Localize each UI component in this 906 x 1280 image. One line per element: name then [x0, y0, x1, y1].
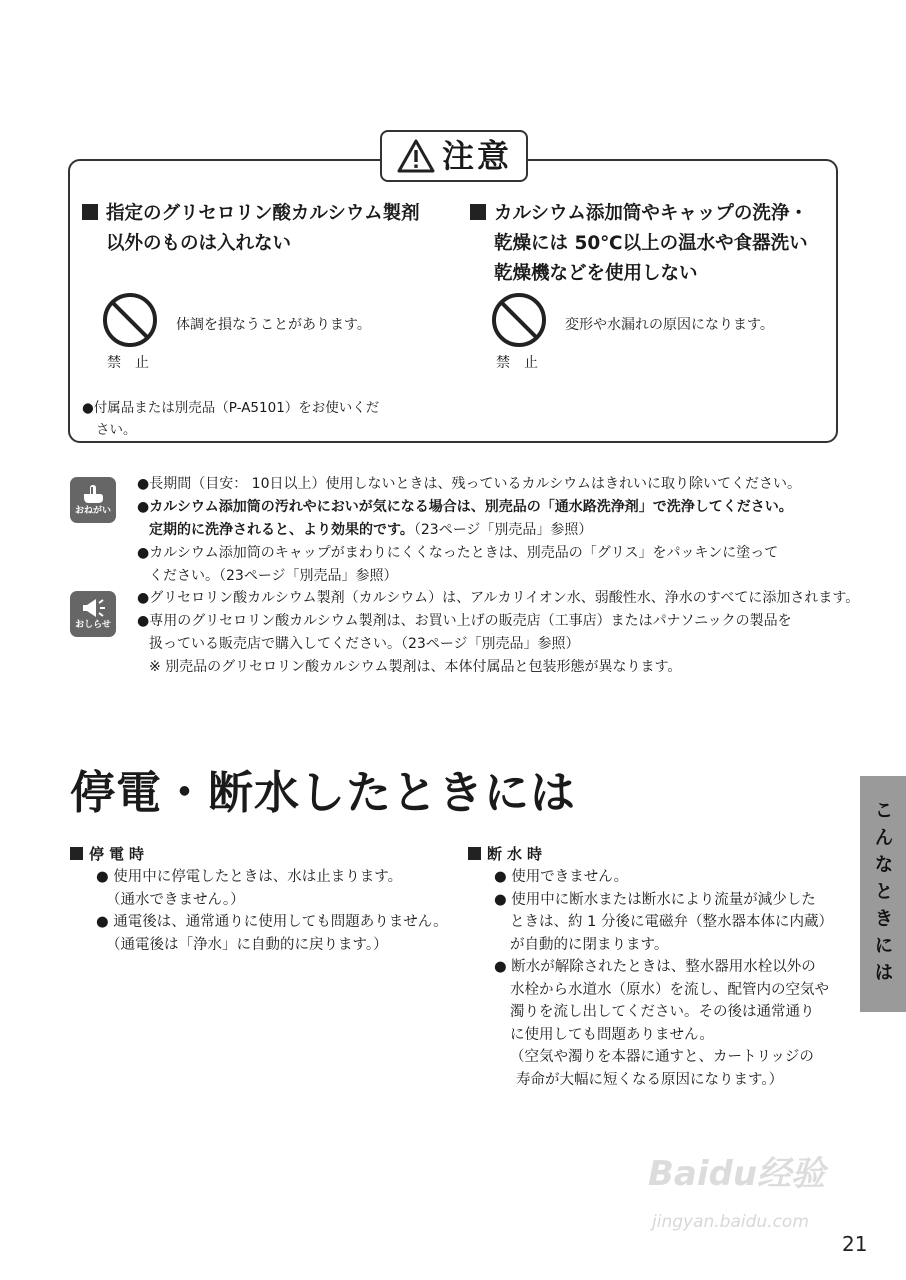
megaphone-icon: [80, 597, 106, 619]
power-outage-heading: 停電時: [70, 843, 149, 864]
water-outage-body: ● 使用できません。 ● 使用中に断水または断水により流量が減少した ときは、約 1 分後に電磁弁（整水器本体に内蔵） が自動的に閉まります。 ● 断水が解除されたときは、整水器用水栓以外の 水栓から水道水（原水）を流し、配管内の空気や 濁りを流し出してください。その後は通常通り に使用しても問題ありません。 （空気や濁りを本器に通すと、カートリッジの 寿命が大幅に短くなる原因になります。）: [494, 869, 833, 1088]
notice-note: ※ 別売品のグリセロリン酸カルシウム製剤は、本体付属品と包装形態が異なります。: [149, 659, 682, 675]
notice-note: ●グリセロリン酸カルシウム製剤（カルシウム）は、アルカリイオン水、弱酸性水、浄水のすべてに添加されます。: [137, 590, 860, 606]
request-badge: おねがい: [70, 477, 116, 523]
caution-header: [380, 130, 528, 182]
water-outage-heading: 断水時: [468, 843, 547, 864]
page-title: 停電・断水したときには: [70, 766, 577, 819]
prohibited-label: 禁止: [107, 355, 163, 371]
side-tab: こんなときには: [860, 776, 906, 1012]
request-note: ●長期間（目安： 10日以上）使用しないときは、残っているカルシウムはきれいに取り除いてください。: [137, 476, 801, 492]
request-note: ●カルシウム添加筒のキャップがまわりにくくなったときは、別売品の「グリス」をパッキンに塗って: [137, 545, 779, 561]
page-number: 21: [842, 1232, 868, 1256]
prohibited-reason: 変形や水漏れの原因になります。: [565, 317, 774, 333]
prohibited-reason: 体調を損なうことがあります。: [176, 317, 371, 333]
notice-notes: [137, 587, 862, 679]
caution-left-heading: 指定のグリセロリン酸カルシウム製剤 以外のものは入れない: [82, 199, 452, 259]
notice-note: 扱っている販売店で購入してください。（23ページ「別売品」参照）: [149, 636, 580, 652]
baidu-watermark-url: jingyan.baidu.com: [652, 1212, 809, 1232]
caution-title: 注意: [441, 137, 512, 175]
warning-icon: [396, 138, 436, 174]
notice-note: ●専用のグリセロリン酸カルシウム製剤は、お買い上げの販売店（工事店）またはパナソニックの製品を: [137, 613, 792, 629]
request-note: ください。（23ページ「別売品」参照）: [149, 568, 398, 584]
pointing-hand-icon: [81, 483, 105, 505]
request-notes: [137, 473, 857, 588]
prohibited-label: 禁止: [496, 355, 552, 371]
baidu-watermark-logo: Baidu经验: [648, 1154, 826, 1194]
caution-right-heading: カルシウム添加筒やキャップの洗浄・ 乾燥には 50℃以上の温水や食器洗い 乾燥機などを使用しない: [470, 199, 835, 289]
notice-badge: おしらせ: [70, 591, 116, 637]
request-note: ●カルシウム添加筒の汚れやにおいが気になる場合は、別売品の「通水路洗浄剤」で洗浄してください。: [137, 499, 793, 515]
prohibited-icon: [491, 292, 547, 348]
prohibited-icon: [102, 292, 158, 348]
power-outage-body: ● 使用中に停電したときは、水は止まります。 （通水できません。） ● 通電後は、通常通りに使用しても問題ありません。 （通電後は「浄水」に自動的に戻ります。）: [96, 869, 448, 953]
caution-left-note: ●付属品または別売品（P-A5101）をお使いくだ さい。: [82, 400, 380, 438]
request-note: 定期的に洗浄されると、より効果的です。（23ページ「別売品」参照）: [149, 522, 593, 538]
